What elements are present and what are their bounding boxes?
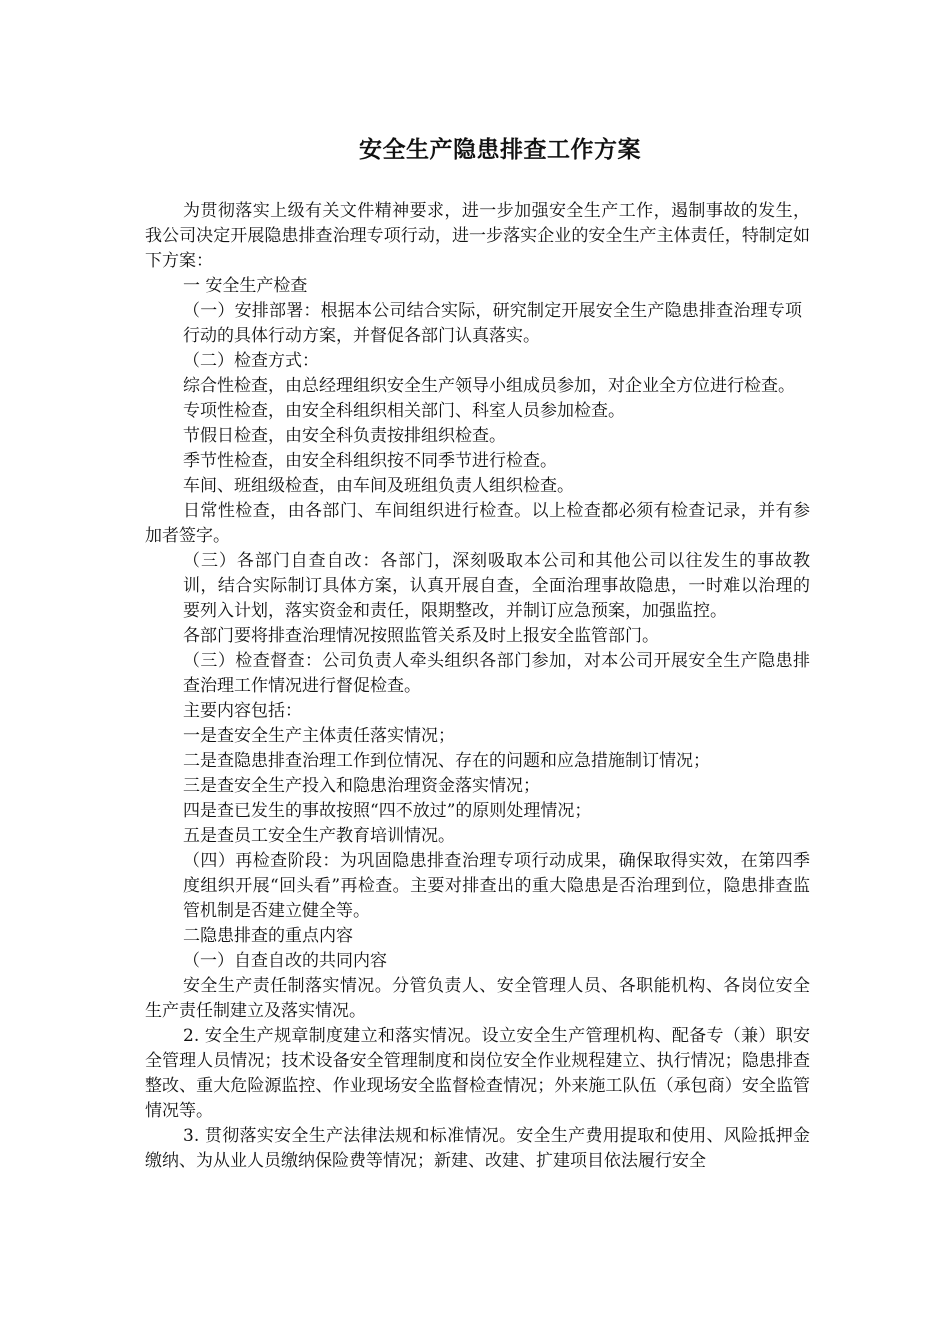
- paragraph: 3. 贯彻落实安全生产法律法规和标准情况。安全生产费用提取和使用、风险抵押金缴纳、为从业人员缴纳保险费等情况；新建、改建、扩建项目依法履行安全: [145, 1126, 810, 1171]
- paragraph: （二）检查方式：: [183, 351, 319, 371]
- paragraph: 为贯彻落实上级有关文件精神要求，进一步加强安全生产工作，遏制事故的发生，我公司决定开展隐患排查治理专项行动，进一步落实企业的安全生产主体责任，特制定如下方案：: [145, 201, 810, 271]
- paragraph: 节假日检查，由安全科负责按排组织检查。: [183, 426, 506, 446]
- paragraph: 四是查已发生的事故按照“四不放过”的原则处理情况；: [183, 801, 592, 821]
- paragraph: （三）各部门自查自改：各部门，深刻吸取本公司和其他公司以往发生的事故教训，结合实际制订具体方案，认真开展自查，全面治理事故隐患，一时难以治理的要列入计划，落实资金和责任，限期整改，并制订应急预案，加强监控。: [183, 551, 810, 621]
- paragraph: 2. 安全生产规章制度建立和落实情况。设立安全生产管理机构、配备专（兼）职安全管理人员情况；技术设备安全管理制度和岗位安全作业规程建立、执行情况；隐患排查整改、重大危险源监控、作业现场安全监督检查情况；外来施工队伍（承包商）安全监管情况等。: [145, 1026, 810, 1121]
- paragraph: 一 安全生产检查: [183, 276, 308, 296]
- paragraph: 各部门要将排查治理情况按照监管关系及时上报安全监管部门。: [183, 626, 659, 646]
- document-title: 安全生产隐患排查工作方案: [359, 136, 641, 163]
- paragraph: （一）安排部署：根据本公司结合实际，研究制定开展安全生产隐患排查治理专项行动的具体行动方案，并督促各部门认真落实。: [183, 301, 802, 346]
- paragraph: 二是查隐患排查治理工作到位情况、存在的问题和应急措施制订情况；: [183, 751, 710, 771]
- paragraph: 三是查安全生产投入和隐患治理资金落实情况；: [183, 776, 540, 796]
- paragraph: 专项性检查，由安全科组织相关部门、科室人员参加检查。: [183, 401, 625, 421]
- paragraph: 主要内容包括：: [183, 701, 302, 721]
- paragraph: 车间、班组级检查，由车间及班组负责人组织检查。: [183, 476, 574, 496]
- paragraph: 一是查安全生产主体责任落实情况；: [183, 726, 455, 746]
- paragraph: 二隐患排查的重点内容: [183, 926, 353, 946]
- paragraph: 五是查员工安全生产教育培训情况。: [183, 826, 455, 846]
- paragraph: 综合性检查，由总经理组织安全生产领导小组成员参加，对企业全方位进行检查。: [183, 376, 795, 396]
- paragraph: （一）自查自改的共同内容: [183, 951, 387, 971]
- paragraph: 季节性检查，由安全科组织按不同季节进行检查。: [183, 451, 557, 471]
- paragraph: （四）再检查阶段：为巩固隐患排查治理专项行动成果，确保取得实效，在第四季度组织开展“回头看”再检查。主要对排查出的重大隐患是否治理到位，隐患排查监管机制是否建立健全等。: [183, 851, 810, 921]
- document-body: [145, 199, 810, 1174]
- paragraph: （三）检查督查：公司负责人牵头组织各部门参加，对本公司开展安全生产隐患排查治理工作情况进行督促检查。: [183, 651, 810, 696]
- paragraph: 安全生产责任制落实情况。分管负责人、安全管理人员、各职能机构、各岗位安全生产责任制建立及落实情况。: [145, 976, 810, 1021]
- paragraph: 日常性检查，由各部门、车间组织进行检查。以上检查都必须有检查记录，并有参加者签字。: [145, 501, 810, 546]
